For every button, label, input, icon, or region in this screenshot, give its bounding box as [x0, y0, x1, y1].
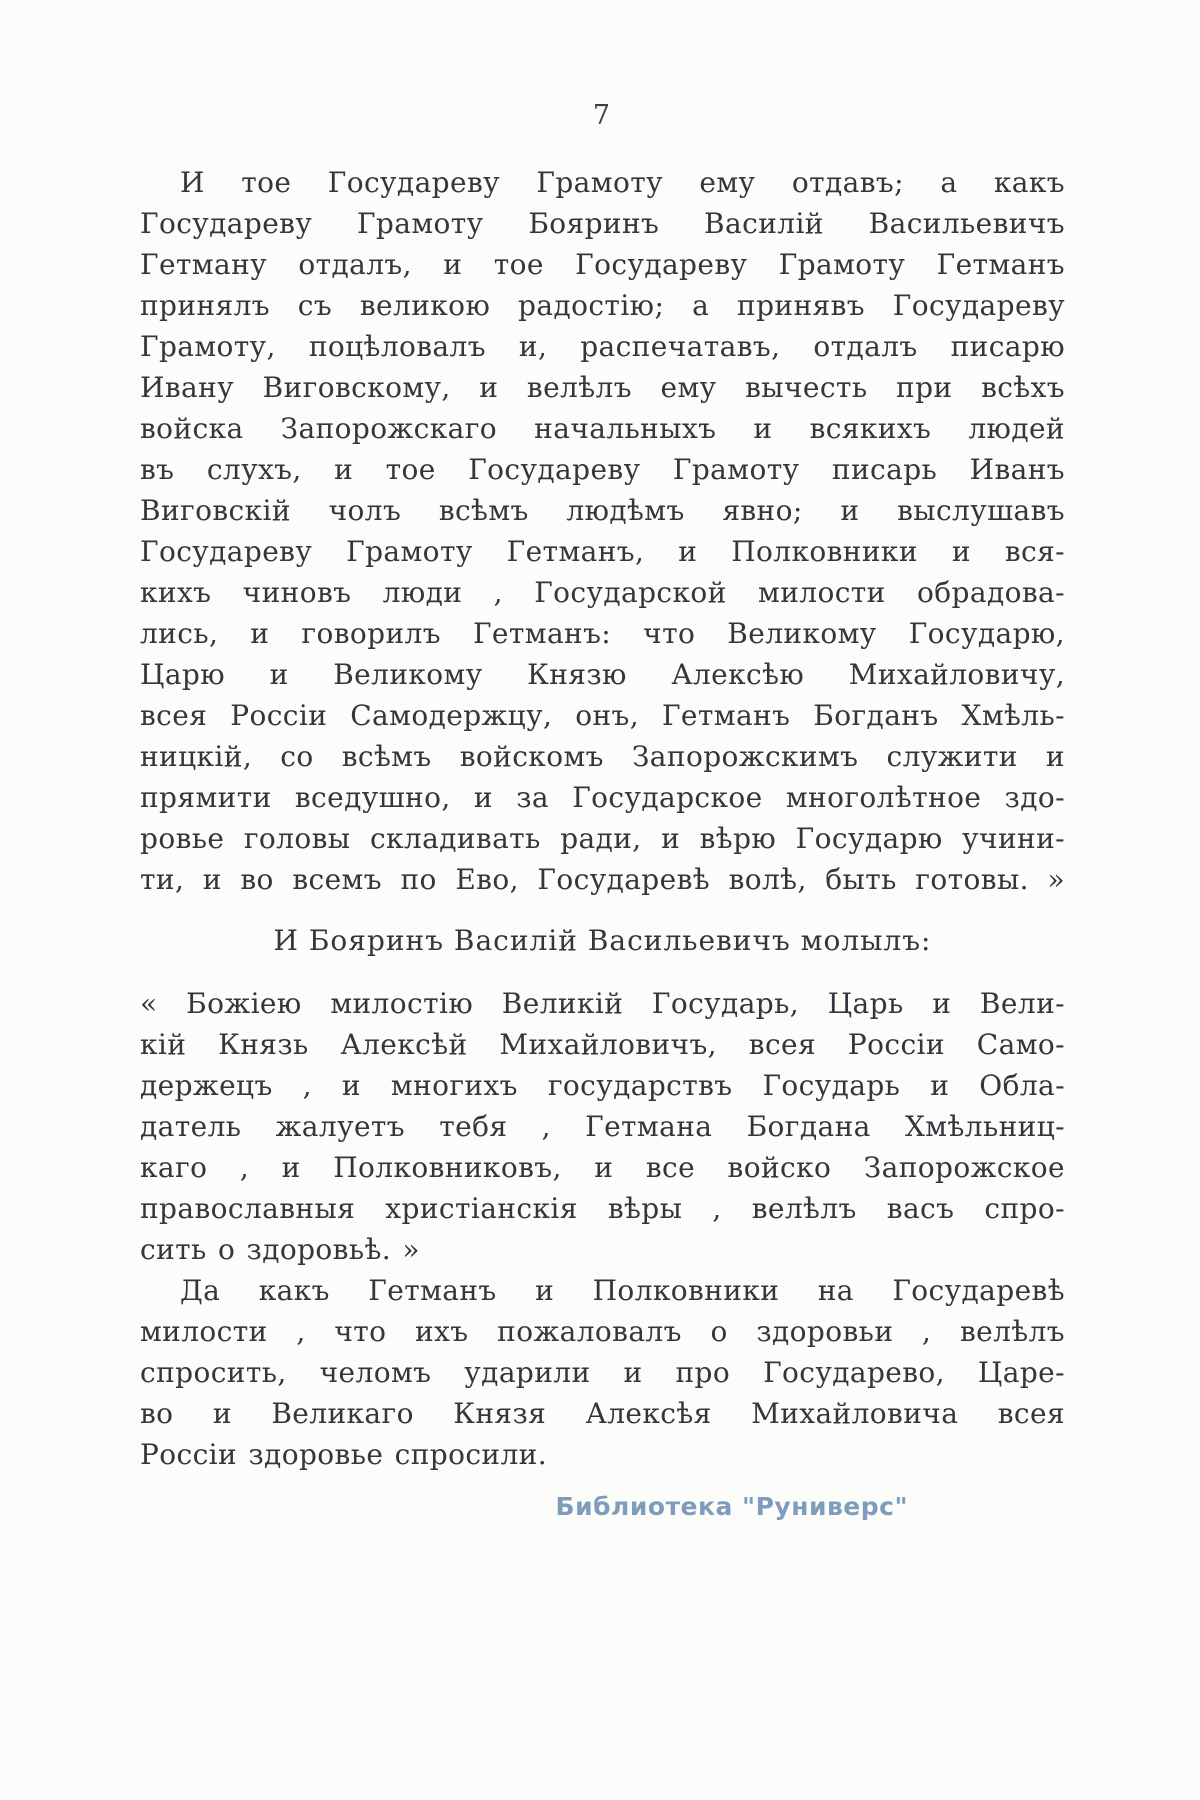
paragraph [140, 162, 1065, 900]
text-line: сить о здоровьѣ. » [140, 1233, 420, 1266]
library-watermark: Библиотека "Руниверс" [555, 1492, 908, 1521]
text-line: Виговскій чолъ всѣмъ людѣмъ явно; и выслушавъ [140, 494, 1065, 527]
text-line: спросить, челомъ ударили и про Государево, Царе- [140, 1356, 1065, 1389]
text-line: во и Великаго Князя Алексѣя Михайловича всея [140, 1397, 1065, 1430]
text-line: кій Князь Алексѣй Михайловичъ, всея Россіи Само- [140, 1028, 1065, 1061]
text-line: всея Россіи Самодержцу, онъ, Гетманъ Богданъ Хмѣль- [140, 699, 1065, 732]
text-line: « Божіею милостію Великій Государь, Царь и Вели- [140, 987, 1065, 1020]
page-number: 7 [592, 100, 613, 131]
text-line: въ слухъ, и тое Государеву Грамоту писарь Иванъ [140, 453, 1065, 486]
paragraph [140, 1270, 1065, 1475]
text-blocks [140, 162, 1065, 1475]
page-content [140, 100, 1065, 1475]
text-line: войска Запорожскаго начальныхъ и всякихъ людей [140, 412, 1065, 445]
section-heading: И Бояринъ Василій Васильевичъ молылъ: [273, 924, 932, 957]
text-line: принялъ съ великою радостію; а принявъ Государеву [140, 289, 1065, 322]
text-line: Гетману отдалъ, и тое Государеву Грамоту Гетманъ [140, 248, 1065, 281]
text-line: И тое Государеву Грамоту ему отдавъ; а какъ [180, 166, 1065, 199]
text-line: ровье головы складивать ради, и вѣрю Государю учини- [140, 822, 1065, 855]
text-line: Ивану Виговскому, и велѣлъ ему вычесть при всѣхъ [140, 371, 1065, 404]
text-line: держецъ , и многихъ государствъ Государь и Обла- [140, 1069, 1065, 1102]
paragraph [140, 983, 1065, 1270]
text-line: кихъ чиновъ люди , Государской милости обрадова- [140, 576, 1065, 609]
text-line: милости , что ихъ пожаловалъ о здоровьи , велѣлъ [140, 1315, 1065, 1348]
text-line: ницкій, со всѣмъ войскомъ Запорожскимъ служити и [140, 740, 1065, 773]
text-line: Государеву Грамоту Гетманъ, и Полковники и вся- [140, 535, 1065, 568]
text-line: Да какъ Гетманъ и Полковники на Государевѣ [180, 1274, 1065, 1307]
text-line: Россіи здоровье спросили. [140, 1438, 548, 1471]
text-line: прямити вседушно, и за Государское многолѣтное здо- [140, 781, 1065, 814]
text-line: лись, и говорилъ Гетманъ: что Великому Государю, [140, 617, 1065, 650]
text-line: православныя христіанскія вѣры , велѣлъ васъ спро- [140, 1192, 1065, 1225]
text-line: Грамоту, поцѣловалъ и, распечатавъ, отдалъ писарю [140, 330, 1065, 363]
text-line: Царю и Великому Князю Алексѣю Михайловичу, [140, 658, 1065, 691]
text-line: датель жалуетъ тебя , Гетмана Богдана Хмѣльниц- [140, 1110, 1065, 1143]
text-line: каго , и Полковниковъ, и все войско Запорожское [140, 1151, 1065, 1184]
text-line: Государеву Грамоту Бояринъ Василій Васильевичъ [140, 207, 1065, 240]
text-line: ти, и во всемъ по Ево, Государевѣ волѣ, быть готовы. » [140, 863, 1065, 896]
